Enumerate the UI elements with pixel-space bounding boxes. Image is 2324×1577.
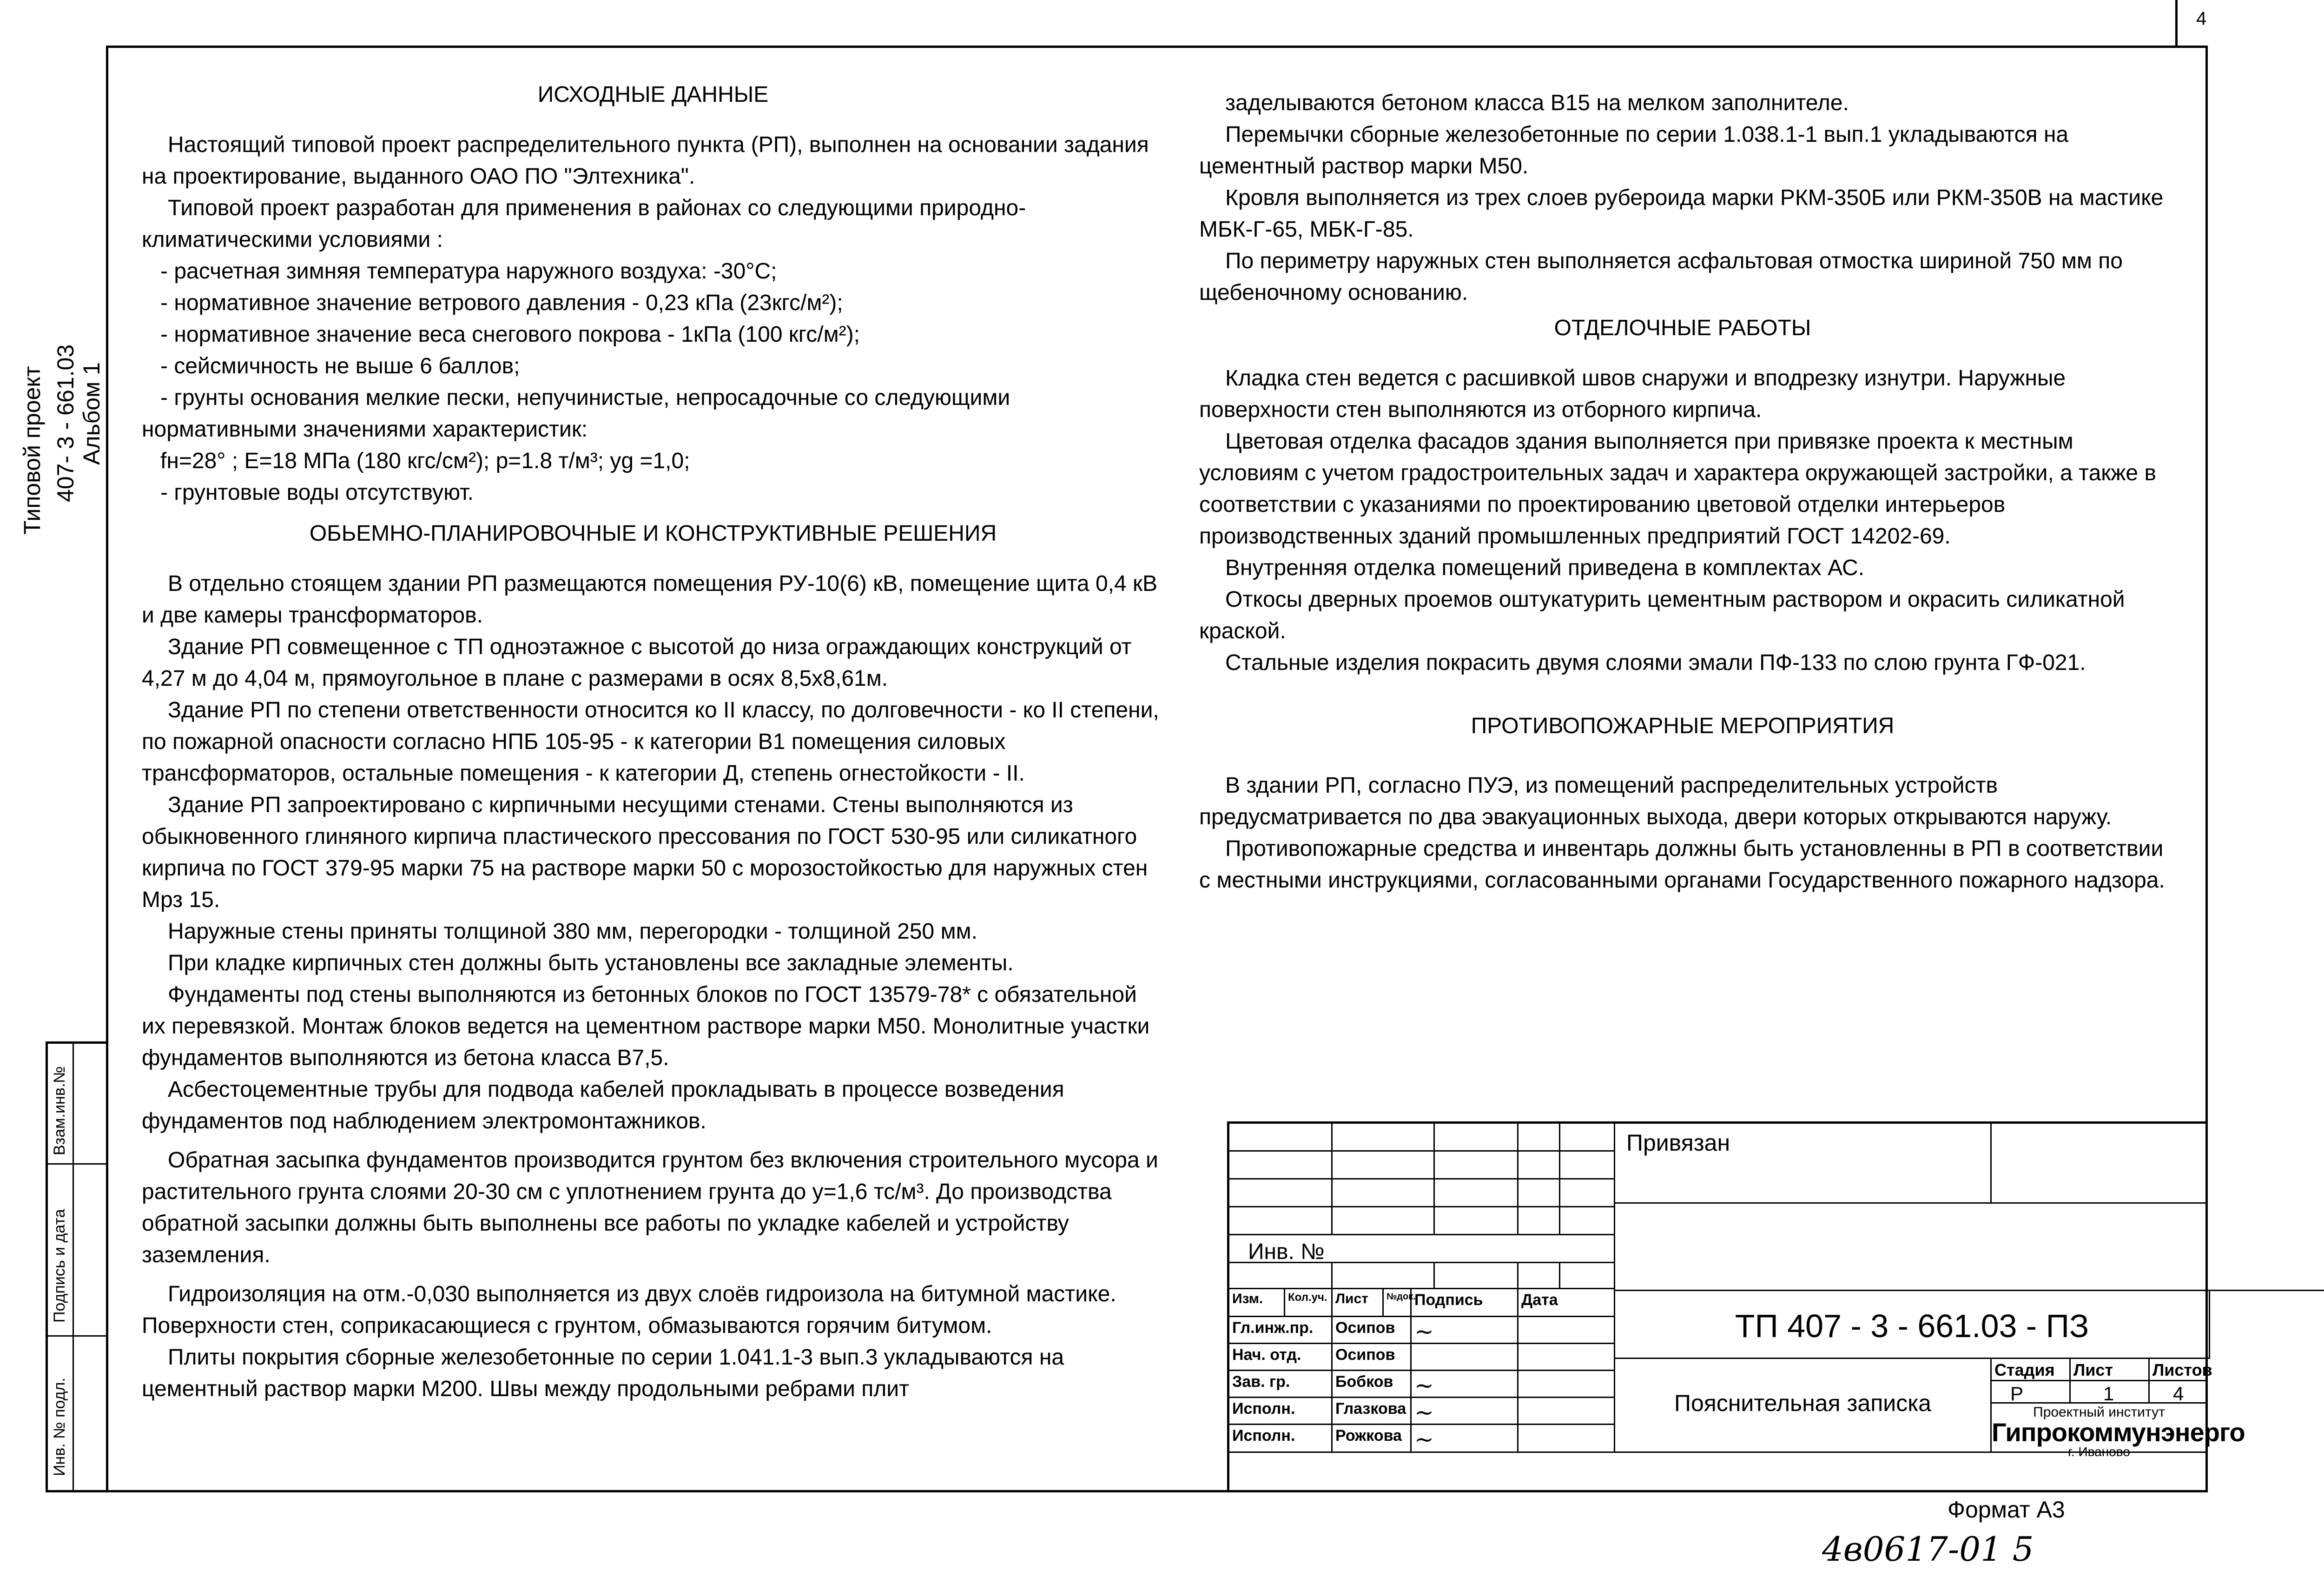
side-cell-inv [48,1337,106,1492]
list-label: Лист [2071,1359,2150,1381]
paragraph: Стальные изделия покрасить двумя слоями эмали ПФ-133 по слою грунта ГФ-021. [1225,650,2086,675]
role: Исполн. [1229,1425,1333,1453]
role: Зав. гр. [1229,1371,1333,1398]
right-column [1199,87,2166,896]
handwritten-code: 4в0617-01 5 [1822,1530,2034,1569]
name: Бобков [1333,1371,1412,1398]
role: Нач. отд. [1229,1344,1333,1371]
stadia-label: Стадия [1992,1359,2071,1381]
paragraph: Перемычки сборные железобетонные по серии 1.038.1-1 вып.1 укладываются на цементный раствор марки М50. [1199,122,2069,179]
list-item: fн=28° ; Е=18 МПа (180 кгс/см²); р=1.8 т/м³; уg =1,0; [160,449,690,473]
side-cell-vzam [48,1044,106,1165]
list-item: - нормативное значение ветрового давления - 0,23 кПа (23кгс/м²); [160,291,843,315]
hdr-podpis: Подпись [1412,1289,1519,1317]
paragraph: В здании РП, согласно ПУЭ, из помещений распределительных устройств предусматривается по два эвакуационных выхода, двери которых открываются наружу. [1199,773,2112,829]
side-label-vzam: Взам.инв.№ [51,1066,68,1155]
signature-icon: ~ [1412,1425,1519,1453]
paragraph: Плиты покрытия сборные железобетонные по серии 1.041.1-3 вып.3 укладываются на цементный раствор марки М200. Швы между продольными ребрами плит [142,1345,1064,1401]
side-cell-podpis [48,1165,106,1337]
list-value: 1 [2071,1381,2150,1404]
paragraph: Здание РП запроектировано с кирпичными несущими стенами. Стены выполняются из обыкновенного глиняного кирпича пластического прессования по ГОСТ 530-95 или силикатного кирпича по ГОСТ 379-95 марки 75 на растворе марки 50 с морозостойкостью для наружных стен Мрз 15. [142,793,1148,912]
side-stamp [46,1041,106,1492]
side-label-inv: Инв. № подл. [51,1378,68,1476]
paragraph: Цветовая отделка фасадов здания выполняется при привязке проекта к местным условиям с учетом градостроительных задач и характера окружающей застройки, а также в соответствии с указаниями по проектированию цветовой отделки интерьеров производственных зданий промышленных предприятий ГОСТ 14202-69. [1199,429,2156,549]
paragraph: Асбестоцементные трубы для подвода кабелей прокладывать в процессе возведения фундаментов под наблюдением электромонтажников. [142,1077,1064,1133]
paragraph: Наружные стены приняты толщиной 380 мм, перегородки - толщиной 250 мм. [168,919,977,944]
hdr-ndok: №док. [1384,1289,1412,1317]
format-label: Формат А3 [1948,1497,2065,1523]
signature-icon: ~ [1412,1317,1519,1344]
paragraph: Гидроизоляция на отм.-0,030 выполняется из двух слоёв гидроизола на битумной мастике. Поверхности стен, соприкасающиеся с грунтом, обмазываются горячим битумом. [142,1282,1116,1338]
page-number: 4 [2196,8,2207,29]
role: Исполн. [1229,1398,1333,1425]
hdr-kol: Кол.уч. [1285,1289,1333,1317]
doc-title: Пояснительная записка [1615,1359,1992,1453]
institute-city: г. Иваново [2068,1444,2130,1459]
listov-label: Листов [2150,1359,2208,1381]
paragraph: Кладка стен ведется с расшивкой швов снаружи и вподрезку изнутри. Наружные поверхности стен выполняются из отборного кирпича. [1199,366,2066,422]
paragraph: Фундаменты под стены выполняются из бетонных блоков по ГОСТ 13579-78* с обязательной их перевязкой. Монтаж блоков ведется на цементном растворе марки М50. Монолитные участки фундаментов выполняются из бетона класса В7,5. [142,982,1150,1070]
institute-name: Гипрокоммунэнерго [1992,1418,2245,1447]
hdr-izm: Изм. [1229,1289,1285,1317]
hdr-data: Дата [1519,1289,1615,1317]
heading-initial-data: ИСХОДНЫЕ ДАННЫЕ [537,82,769,107]
list-item: - расчетная зимняя температура наружного воздуха: -30°С; [160,259,777,284]
list-item: - грунтовые воды отсутствуют. [160,480,474,505]
paragraph: Типовой проект разработан для применения в районах со следующими природно-климатическими условиями : [142,196,1026,252]
paragraph: Кровля выполняется из трех слоев рубероида марки РКМ-350Б или РКМ-350В на мастике МБК-Г-65, МБК-Г-85. [1199,186,2164,242]
paragraph: заделываются бетоном класса В15 на мелком заполнителе. [1225,91,1849,115]
paragraph: Откосы дверных проемов оштукатурить цементным раствором и окрасить силикатной краской. [1199,587,2125,643]
title-block [1227,1121,2245,1492]
paragraph: При кладке кирпичных стен должны быть установлены все закладные элементы. [168,951,1014,975]
heading-planning-solutions: ОБЬЕМНО-ПЛАНИРОВОЧНЫЕ И КОНСТРУКТИВНЫЕ РЕШЕНИЯ [309,521,997,546]
paragraph: Противопожарные средства и инвентарь должны быть установленны в РП в соответствии с местными инструкциями, согласованными органами Государственного пожарного надзора. [1199,836,2165,893]
left-column [142,79,1164,1405]
heading-finishing-works: ОТДЕЛОЧНЫЕ РАБОТЫ [1554,316,1811,340]
sidebar-project-code: 407- 3 - 661.03 [53,344,79,502]
role: Гл.инж.пр. [1229,1317,1333,1344]
page-number-box [2175,0,2237,46]
sidebar-album: Альбом 1 [79,362,105,465]
signature-icon: ~ [1412,1398,1519,1425]
name: Рожкова [1333,1425,1412,1453]
hdr-list: Лист [1333,1289,1384,1317]
paragraph: По периметру наружных стен выполняется асфальтовая отмостка шириной 750 мм по щебеночному основанию. [1199,249,2123,305]
name: Глазкова [1333,1398,1412,1425]
paragraph: Здание РП совмещенное с ТП одноэтажное с высотой до низа ограждающих конструкций от 4,27 м до 4,04 м, прямоугольное в плане с размерами в осях 8,5х8,61м. [142,635,1132,691]
paragraph: Обратная засыпка фундаментов производится грунтом без включения строительного мусора и растительного грунта слоями 20-30 см с уплотнением грунта до у=1,6 тс/м³. До производства обратной засыпки должны быть выполнены все работы по укладке кабелей и устройству заземления. [142,1148,1158,1267]
signature-icon: ~ [1412,1371,1519,1398]
side-label-podpis: Подпись и дата [51,1209,68,1323]
paragraph: Здание РП по степени ответственности относится ко II классу, по долговечности - ко II степени, по пожарной опасности согласно НПБ 105-95 - к категории В1 помещения силовых трансформаторов, остальные помещения - к категории Д, степень огнестойкости - II. [142,698,1159,786]
heading-fire-safety: ПРОТИВОПОЖАРНЫЕ МЕРОПРИЯТИЯ [1471,714,1895,738]
paragraph: Внутренняя отделка помещений приведена в комплектах АС. [1225,556,1865,580]
institute-box [1992,1404,2245,1459]
list-item: - сейсмичность не выше 6 баллов; [160,354,520,378]
stadia-value: Р [1992,1381,2071,1404]
list-item: - грунты основания мелкие пески, непучинистые, непросадочные со следующими нормативными значениями характеристик: [142,385,1010,442]
sidebar-project-label: Типовой проект [19,366,45,535]
doc-code: ТП 407 - 3 - 661.03 - ПЗ [1615,1291,2210,1359]
paragraph: Настоящий типовой проект распределительного пункта (РП), выполнен на основании задания на проектирование, выданного ОАО ПО "Элтехника". [142,133,1149,189]
list-item: - нормативное значение веса снегового покрова - 1кПа (100 кгс/м²); [160,322,860,347]
listov-value: 4 [2150,1381,2208,1404]
name: Осипов [1333,1317,1412,1344]
privyazan-label: Привязан [1615,1124,1992,1204]
paragraph: В отдельно стоящем здании РП размещаются помещения РУ-10(6) кВ, помещение щита 0,4 кВ и две камеры трансформаторов. [142,571,1158,628]
inv-no-label: Инв. № [1248,1239,1325,1264]
name: Осипов [1333,1344,1412,1371]
institute-small: Проектный институт [2033,1405,2165,1420]
